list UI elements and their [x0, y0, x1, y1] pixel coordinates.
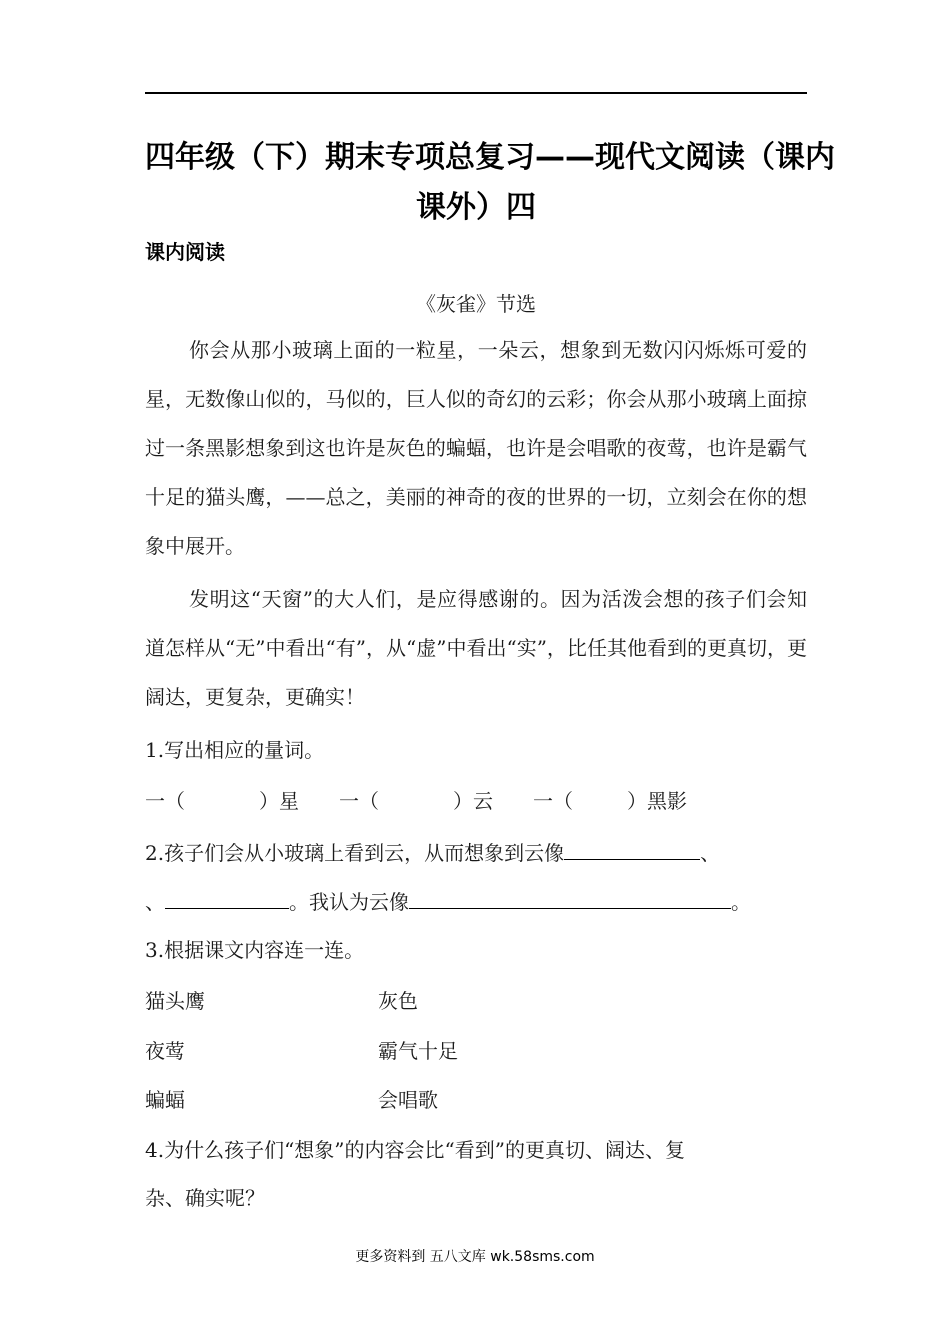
section-heading: 课内阅读 — [145, 240, 225, 264]
answer-blank-1[interactable] — [564, 839, 700, 860]
header-rule — [145, 92, 807, 94]
question-2-line2 — [145, 886, 751, 915]
question-2-text-2: 。我认为云像 — [289, 890, 409, 914]
measure-word-prefix-3: 一（ — [533, 789, 573, 813]
question-4-line1: 4.为什么孩子们“想象”的内容会比“看到”的更真切、阔达、复 — [145, 1138, 685, 1162]
answer-blank-2[interactable] — [165, 888, 289, 909]
measure-word-prefix-1: 一（ — [145, 789, 185, 813]
page-title-line2: 课外）四 — [416, 190, 536, 225]
question-1-prompt: 1.写出相应的量词。 — [145, 738, 325, 762]
measure-word-prefix-2: 一（ — [339, 789, 379, 813]
question-1-items — [145, 785, 687, 814]
question-4-line2: 杂、确实呢？ — [145, 1186, 265, 1210]
match-right-1[interactable]: 灰色 — [378, 989, 418, 1013]
match-left-2[interactable]: 夜莺 — [145, 1039, 185, 1063]
question-2-sep2: 、 — [145, 890, 165, 914]
footer-link[interactable]: 更多资料到 五八文库 wk.58sms.com — [355, 1249, 595, 1265]
question-2-line1 — [145, 837, 720, 866]
match-left-1[interactable]: 猫头鹰 — [145, 989, 205, 1013]
match-right-3[interactable]: 会唱歌 — [378, 1088, 438, 1112]
passage-subtitle: 《灰雀》节选 — [416, 292, 536, 316]
passage-paragraph-1: 你会从那小玻璃上面的一粒星，一朵云，想象到无数闪闪烁烁可爱的星，无数像山似的，马似的，巨人似的奇幻的云彩；你会从那小玻璃上面掠过一条黑影想象到这也许是灰色的蝙蝠，也许是会唱歌的夜莺，也许是霸气十足的猫头鹰，——总之，美丽的神奇的夜的世界的一切，立刻会在你的想象中展开。 — [145, 338, 807, 558]
question-3-prompt: 3.根据课文内容连一连。 — [145, 938, 365, 962]
match-left-3[interactable]: 蝙蝠 — [145, 1088, 185, 1112]
answer-blank-3[interactable] — [409, 888, 731, 909]
question-2-end: 。 — [731, 890, 751, 914]
measure-word-suffix-2: ）云 — [453, 789, 493, 813]
question-2-sep1: 、 — [700, 841, 721, 865]
measure-word-suffix-1: ）星 — [259, 789, 299, 813]
passage-paragraph-2: 发明这“天窗”的大人们，是应得感谢的。因为活泼会想的孩子们会知道怎样从“无”中看出“有”，从“虚”中看出“实”，比任其他看到的更真切，更阔达，更复杂，更确实！ — [145, 587, 807, 709]
question-2-text: 2.孩子们会从小玻璃上看到云，从而想象到云像 — [145, 841, 565, 865]
page-title-line1: 四年级（下）期末专项总复习——现代文阅读（课内 — [145, 140, 835, 175]
measure-word-suffix-3: ）黑影 — [627, 789, 687, 813]
match-right-2[interactable]: 霸气十足 — [378, 1039, 458, 1063]
